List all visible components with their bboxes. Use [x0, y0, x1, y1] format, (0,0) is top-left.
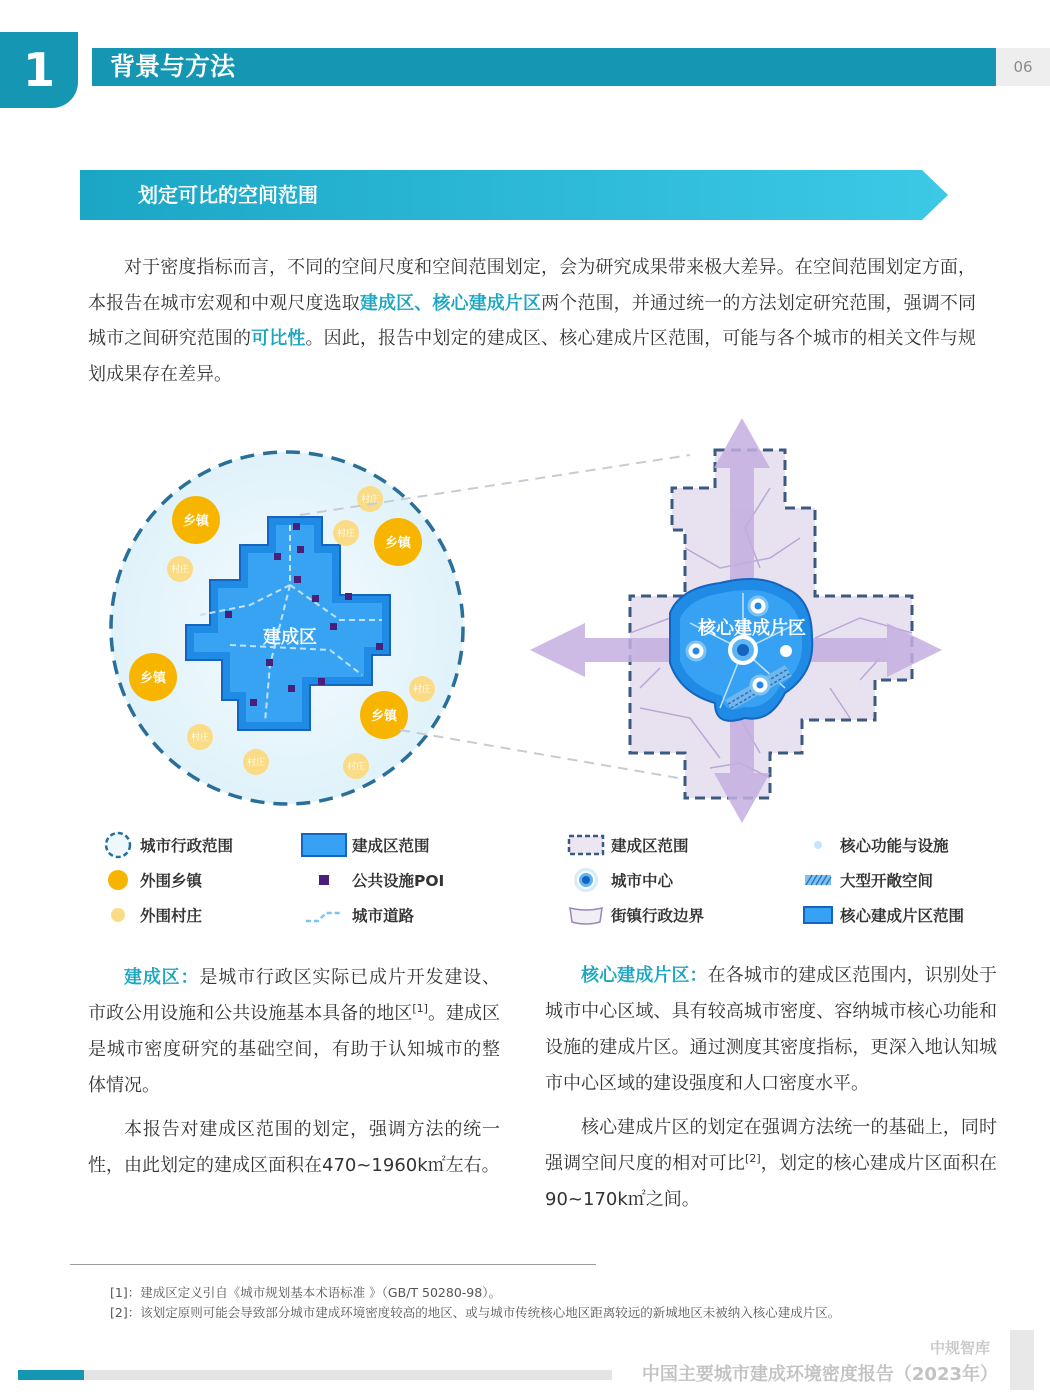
legend-label: 外围村庄 [140, 906, 203, 925]
purple-square-icon [300, 873, 348, 887]
core-area-description [545, 958, 997, 1226]
chapter-title: 背景与方法 [110, 52, 236, 81]
legend-item [565, 897, 704, 932]
legend-label: 街镇行政边界 [611, 906, 705, 925]
built-area-lead: 建成区： [124, 967, 200, 988]
legend-left-col-1 [100, 827, 233, 932]
legend-right-col-1 [565, 827, 704, 932]
footnote-divider [70, 1264, 596, 1265]
legend-item [300, 827, 444, 862]
legend-label: 核心建成片区范围 [840, 906, 965, 925]
built-area-text-tail: 。建成区是城市密度研究的基础空间，有助于认知城市的整体情况。 [88, 1003, 501, 1096]
intro-highlight-1: 建成区、核心建成片区 [359, 292, 542, 314]
dashed-road-icon [300, 905, 348, 925]
built-area-label: 建成区 [263, 627, 317, 648]
legend-label: 外围乡镇 [140, 871, 203, 890]
legend-label: 城市道路 [352, 906, 415, 925]
dashed-rect-icon [565, 834, 607, 856]
legend-item [565, 862, 704, 897]
core-area-text: 在各城市的建成区范围内，识别处于城市中心区域、具有较高城市密度、容纳城市核心功能和设施的建成片区。通过测度其密度指标，更深入地认知城市中心区域的建设强度和人口密度水平。 [545, 965, 998, 1094]
light-yellow-dot-icon [100, 905, 136, 925]
village-label-6: 村庄 [246, 758, 266, 768]
intro-paragraph [88, 250, 976, 392]
core-area-text-2-tail: ，划定的核心建成片区面积在90~170k㎡之间。 [545, 1153, 998, 1210]
town-label-3: 乡镇 [139, 671, 167, 686]
intro-text-1: 对于密度指标而言，不同的空间尺度和空间范围划定，会为研究成果带来极大差异。在空间范围划定方面，本报告在城市宏观和中观尺度选取 [88, 257, 976, 314]
intro-text-2: 两个范围，并通过统一的方法划定研究范围，强调不同城市之间研究范围的 [88, 292, 976, 349]
built-area-paragraph-2: 本报告对建成区范围的划定，强调方法的统一性，由此划定的建成区面积在470~1960k㎡左右。 [88, 1119, 500, 1176]
boundary-shape-icon [565, 904, 607, 926]
town-label-2: 乡镇 [384, 536, 412, 551]
city-center-icon [565, 867, 607, 893]
legend-item [300, 897, 444, 932]
footnote-ref-2: [2] [745, 1152, 761, 1165]
legend-item [800, 827, 964, 862]
built-area-description [88, 960, 500, 1192]
yellow-dot-icon [100, 868, 136, 892]
village-label-5: 村庄 [190, 733, 210, 743]
legend-label: 城市中心 [611, 871, 674, 890]
footer-side-block [1010, 1330, 1034, 1390]
footer-accent-bar [18, 1370, 84, 1380]
town-label-4: 乡镇 [370, 709, 398, 724]
intro-highlight-2: 可比性 [251, 328, 306, 349]
village-label-7: 村庄 [346, 762, 366, 772]
section-title: 划定可比的空间范围 [138, 183, 318, 207]
legend-item [300, 862, 444, 897]
legend-label: 建成区范围 [352, 836, 430, 855]
core-area-label: 核心建成片区 [698, 618, 806, 639]
hatched-rect-icon [800, 873, 836, 887]
legend-item [100, 897, 233, 932]
legend-left-col-2 [300, 827, 444, 932]
core-area-diagram [530, 418, 950, 823]
legend-right-col-2 [800, 827, 964, 932]
legend-label: 公共设施POI [352, 871, 445, 890]
footnote-ref-1: [1] [412, 1002, 428, 1015]
legend-label: 大型开敞空间 [840, 871, 934, 890]
footnote-2: [2]：该划定原则可能会导致部分城市建成环境密度较高的地区、或与城市传统核心地区距离较远的新城地区未被纳入核心建成片区。 [110, 1305, 841, 1320]
intro-text-3: 。因此，报告中划定的建成区、核心建成片区范围，可能与各个城市的相关文件与规划成果存在差异。 [88, 328, 976, 385]
core-area-lead: 核心建成片区： [581, 965, 708, 986]
legend-item [565, 827, 704, 862]
built-area-text: 是城市行政区实际已成片开发建设、市政公用设施和公共设施基本具备的地区 [88, 967, 501, 1024]
village-label-4: 村庄 [412, 685, 432, 695]
core-rect-icon [800, 905, 836, 925]
core-area-text-2: 核心建成片区的划定在强调方法统一的基础上，同时强调空间尺度的相对可比 [545, 1117, 997, 1174]
dashed-circle-icon [100, 830, 136, 860]
page-number: 06 [1013, 58, 1033, 76]
legend-item [800, 897, 964, 932]
footer-grey-bar [84, 1370, 612, 1380]
footer-brand: 中规智库 [929, 1339, 990, 1357]
footnote-1: [1]：建成区定义引自《城市规划基本术语标准 》（GB/T 50280-98）。 [110, 1285, 501, 1300]
chapter-number: 1 [22, 43, 55, 97]
legend-label: 城市行政范围 [140, 836, 234, 855]
legend-item [100, 827, 233, 862]
small-dot-icon [800, 838, 836, 852]
legend-item [800, 862, 964, 897]
village-label-1: 村庄 [360, 495, 380, 505]
blue-rect-icon [300, 833, 348, 857]
city-center-icon [737, 644, 749, 656]
village-label-2: 村庄 [336, 529, 356, 539]
legend-label: 核心功能与设施 [840, 836, 949, 855]
town-label-1: 乡镇 [182, 514, 210, 529]
legend-item [100, 862, 233, 897]
village-label-3: 村庄 [170, 565, 190, 575]
legend-label: 建成区范围 [611, 836, 689, 855]
footer-report-title: 中国主要城市建成环境密度报告（2023年） [641, 1364, 998, 1385]
